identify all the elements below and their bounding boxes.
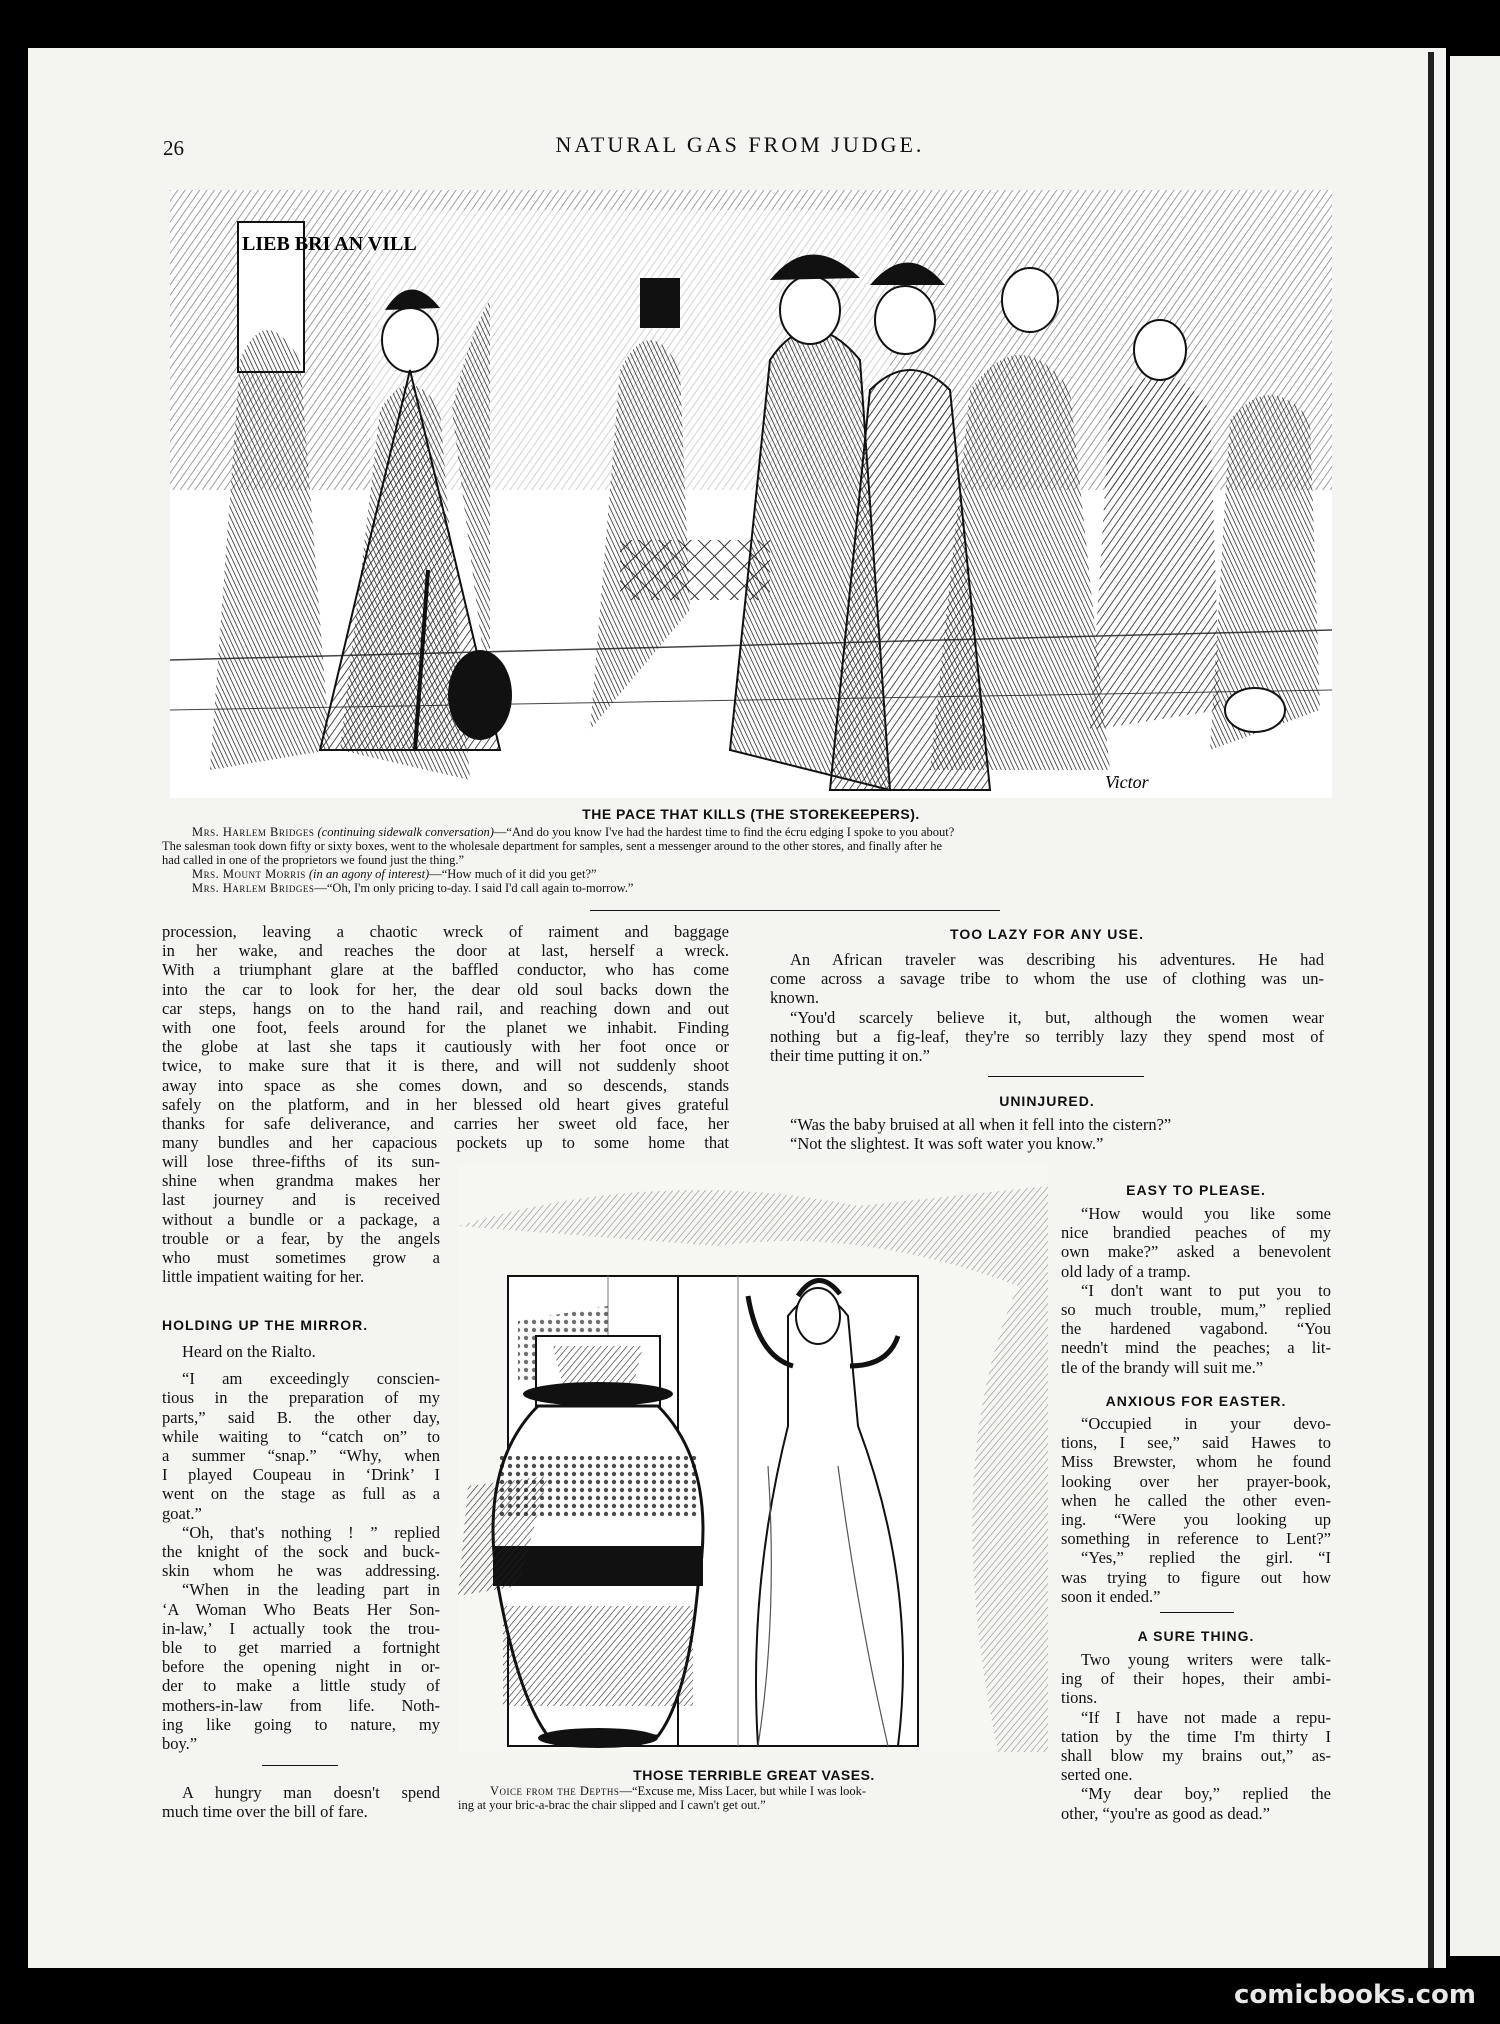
vase-caption-line-2: ing at your bric-a-brac the chair slipped and I cawn't get out.”	[458, 1798, 766, 1812]
holding-up-mirror-heading: HOLDING UP THE MIRROR.	[162, 1317, 369, 1333]
left-story-narrow: will lose three-fifths of its sun- shine when grandma makes her last journey and is received without a bundle or a package, a trouble or a fear, by the angels who must sometimes grow a little impatient waiting for her.	[162, 1152, 440, 1287]
page-number: 26	[163, 136, 184, 160]
a-sure-thing-heading: A SURE THING.	[1137, 1628, 1255, 1644]
vase-illustration	[458, 1166, 1048, 1752]
street-scene-illustration	[170, 190, 1332, 798]
rule-after-too-lazy	[988, 1076, 1144, 1077]
shop-sign-text: LIEB BRI AN VILL	[242, 233, 417, 255]
top-caption-line-3: had called in one of the proprietors we found just the thing.”	[162, 853, 465, 867]
top-caption-line-5: Mrs. Harlem Bridges—“Oh, I'm only pricing to-day. I said I'd call again to-morrow.”	[192, 881, 634, 895]
top-caption-line-2: The salesman took down fifty or sixty boxes, went to the wholesale department for samples, sent a messenger around to the other stores, and finally after he	[162, 839, 942, 853]
too-lazy-heading: TOO LAZY FOR ANY USE.	[950, 926, 1144, 942]
top-cartoon-title: THE PACE THAT KILLS (THE STOREKEEPERS).	[582, 806, 920, 822]
a-sure-thing-body: Two young writers were talk- ing of their hopes, their ambi- tions. “If I have not made a repu- tation by the time I'm thirty I shall blow my brains out,” as- serted one. “My dear boy,” replied the other, “you're as good as dead.”	[1061, 1650, 1331, 1823]
hungry-man-joke: A hungry man doesn't spend much time over the bill of fare.	[162, 1783, 440, 1822]
top-caption-line-4: Mrs. Mount Morris (in an agony of interest)—“How much of it did you get?”	[192, 867, 597, 881]
too-lazy-body: An African traveler was describing his adventures. He had come across a savage tribe to whom the use of clothing was un- known. “You'd scarcely believe it, but, although the women wear nothing but a fig-leaf, they're so terribly lazy they spend most of their time putting it on.”	[770, 950, 1324, 1066]
uninjured-body: “Was the baby bruised at all when it fell into the cistern?” “Not the slightest. It was soft water you know.”	[790, 1115, 1172, 1154]
vase-cartoon-title: THOSE TERRIBLE GREAT VASES.	[633, 1767, 875, 1783]
running-title: NATURAL GAS FROM JUDGE.	[555, 132, 925, 157]
page-gutter	[1428, 52, 1434, 1968]
easy-to-please-body: “How would you like some nice brandied peaches of my own make?” asked a benevolent old lady of a tramp. “I don't want to put you to so much trouble, mum,” replied the hardened vagabond. “You needn't mind the peaches; a lit- tle of the brandy will suit me.”	[1061, 1204, 1331, 1377]
easy-to-please-heading: EASY TO PLEASE.	[1126, 1182, 1266, 1198]
top-caption-line-1: Mrs. Harlem Bridges (continuing sidewalk conversation)—“And do you know I've had the hardest time to find the écru edging I spoke to you about?	[192, 825, 955, 839]
left-story-wide: procession, leaving a chaotic wreck of raiment and baggage in her wake, and reaches the door at last, herself a wreck. With a triumphant glare at the baffled conductor, who has come into the car to look for her, the dear old soul backs down the car steps, hangs on to the hand rail, and reaching down and out with one foot, feels around for the planet we inhabit. Finding the globe at last she taps it cautiously with her foot once or twice, to make sure that it is there, and will not suddenly shoot away into space as she comes down, and so descends, stands safely on the platform, and in her blessed old heart gives grateful thanks for safe deliverance, and carries her sweet old face, her many bundles and her capacious pockets up to some home that	[162, 922, 729, 1153]
caption-rule	[590, 910, 1000, 911]
anxious-for-easter-body: “Occupied in your devo- tions, I see,” said Hawes to Miss Brewster, whom he found looking over her prayer-book, when he called the other even- ing. “Were you looking up something in reference to Lent?” “Yes,” replied the girl. “I was trying to figure out how soon it ended.”	[1061, 1414, 1331, 1606]
artist-signature: Victor	[1105, 772, 1149, 792]
site-watermark: comicbooks.com	[1233, 1980, 1476, 2010]
street-scene-drawing	[170, 190, 1332, 798]
anxious-for-easter-heading: ANXIOUS FOR EASTER.	[1105, 1393, 1287, 1409]
holding-up-mirror-body: Heard on the Rialto. “I am exceedingly conscien- tious in the preparation of my parts,” said B. the other day, while waiting to “catch on” to a summer “snap.” “Why, when I played Coupeau in ‘Drink’ I went on the stage as full as a goat.” “Oh, that's nothing ! ” replied the knight of the sock and buck- skin whom he was addressing. “When in the leading part in ‘A Woman Who Beats Her Son- in-law,’ I actually took the trou- ble to get married a fortnight before the opening night in or- der to make a little study of mothers-in-law from life. Noth- ing like going to nature, my boy.”	[162, 1342, 440, 1754]
vase-drawing	[458, 1166, 1048, 1752]
vase-caption-line-1: Voice from the Depths—“Excuse me, Miss Lacer, but while I was look-	[490, 1784, 867, 1798]
uninjured-heading: UNINJURED.	[999, 1093, 1095, 1109]
short-rule-right	[1160, 1612, 1234, 1613]
facing-page-edge	[1450, 56, 1500, 1956]
short-rule-left	[262, 1765, 338, 1766]
